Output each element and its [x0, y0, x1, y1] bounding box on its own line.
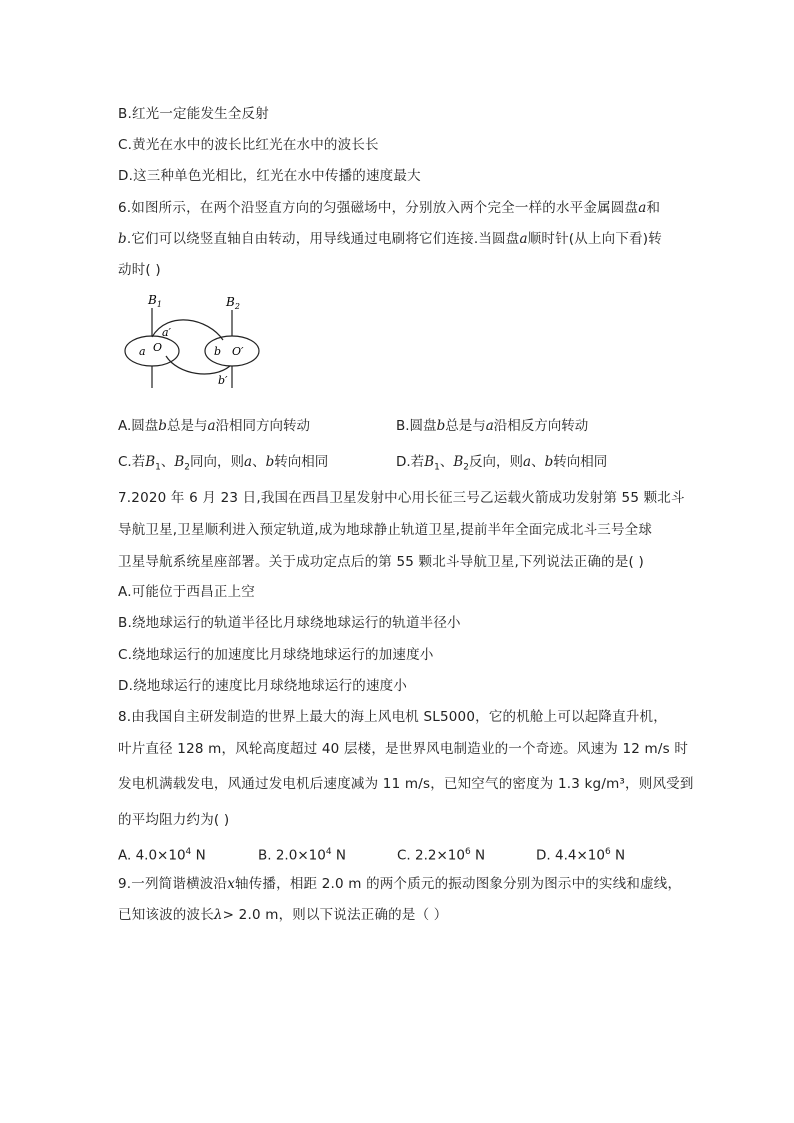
q6-option-b: B.圆盘b总是与a沿相反方向转动: [396, 418, 589, 434]
q5-option-b: B.红光一定能发生全反射: [118, 106, 269, 122]
label-b-prime: b′: [218, 374, 228, 387]
label-a-prime: a′: [162, 326, 172, 339]
label-o: O: [153, 341, 163, 354]
q6-stem-line2: b.它们可以绕竖直轴自由转动，用导线通过电刷将它们连接.当圆盘a顺时针(从上向下看)转: [118, 231, 662, 247]
q8-option-b: B. $2.0\times 10^4$ N: [258, 847, 346, 864]
q6-figure: [118, 290, 268, 390]
label-a: a: [139, 345, 146, 358]
q7-stem-line1: 7.2020 年 6 月 23 日,我国在西昌卫星发射中心用长征三号乙运载火箭成功发射第 55 颗北斗: [118, 490, 685, 506]
q6-stem-line1: 6.如图所示，在两个沿竖直方向的匀强磁场中，分别放入两个完全一样的水平金属圆盘a和: [118, 200, 661, 216]
q8-stem-line3: 发电机满载发电，风通过发电机后速度减为 11 m/s，已知空气的密度为 1.3 kg/m³，则风受到: [118, 776, 694, 792]
q7-stem-line2: 导航卫星,卫星顺利进入预定轨道,成为地球静止轨道卫星,提前半年全面完成北斗三号全球: [118, 522, 653, 538]
label-b1: $B_1$: [148, 293, 162, 309]
q5-option-d: D.这三种单色光相比，红光在水中传播的速度最大: [118, 168, 421, 184]
q7-option-b: B.绕地球运行的轨道半径比月球绕地球运行的轨道半径小: [118, 615, 461, 631]
q8-stem-line2: 叶片直径 128 m，风轮高度超过 40 层楼，是世界风电制造业的一个奇迹。风速为 12 m/s 时: [118, 741, 689, 757]
q6-stem-line3: 动时( ): [118, 262, 161, 278]
q5-option-c: C.黄光在水中的波长比红光在水中的波长长: [118, 137, 379, 153]
q7-option-c: C.绕地球运行的加速度比月球绕地球运行的加速度小: [118, 647, 434, 663]
q8-stem-line4: 的平均阻力约为( ): [118, 812, 230, 828]
q9-stem-line1: 9.一列简谐横波沿x轴传播，相距 2.0 m 的两个质元的振动图象分别为图示中的实线和虚线，: [118, 876, 682, 892]
q6-option-a: A.圆盘b总是与a沿相同方向转动: [118, 418, 311, 434]
q7-stem-line3: 卫星导航系统星座部署。关于成功定点后的第 55 颗北斗导航卫星,下列说法正确的是( ): [118, 554, 644, 570]
q8-stem-line1: 8.由我国自主研发制造的世界上最大的海上风电机 SL5000，它的机舱上可以起降直升机，: [118, 709, 667, 725]
q9-stem-line2: 已知该波的波长λ> 2.0 m，则以下说法正确的是（ ）: [118, 907, 448, 923]
q8-option-a: A. $4.0\times 10^4$ N: [118, 847, 206, 864]
q6-option-c: C.若$B_1$、$B_2$同向，则a、b转向相同: [118, 454, 329, 473]
label-b: b: [214, 345, 222, 358]
q8-option-c: C. $2.2\times 10^6$ N: [397, 847, 486, 864]
q8-option-d: D. $4.4\times 10^6$ N: [536, 847, 626, 864]
q6-option-d: D.若$B_1$、$B_2$反向，则a、b转向相同: [396, 454, 608, 473]
q7-option-a: A.可能位于西昌正上空: [118, 584, 255, 600]
q7-option-d: D.绕地球运行的速度比月球绕地球运行的速度小: [118, 678, 408, 694]
label-b2: $B_2$: [226, 295, 240, 311]
label-o-prime: O′: [232, 345, 244, 358]
